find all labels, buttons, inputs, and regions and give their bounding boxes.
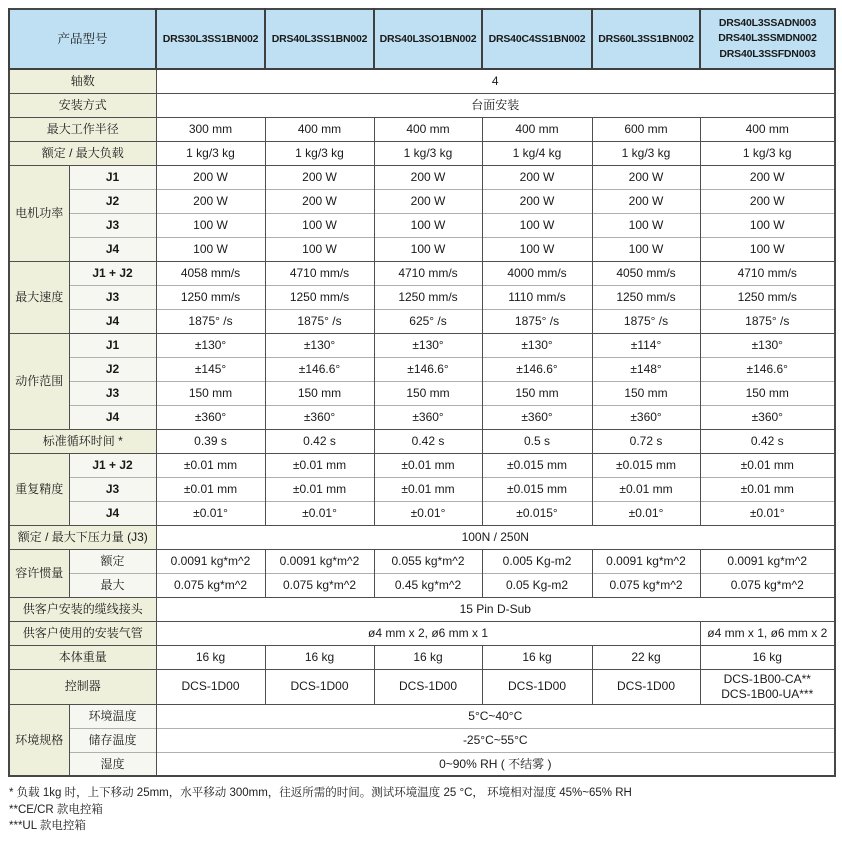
- sub-label: J1: [69, 333, 156, 357]
- spec-value-cell: ±360°: [374, 405, 482, 429]
- controller-model: DCS-1B00-CA**: [723, 671, 811, 686]
- spec-value-cell: ±0.01 mm: [592, 477, 700, 501]
- spec-row-repeat-j4: [9, 501, 835, 525]
- spec-value-cell: ±130°: [482, 333, 592, 357]
- spec-value-cell: DCS-1D00: [156, 669, 265, 704]
- spec-value-cell: 150 mm: [482, 381, 592, 405]
- row-label: 安装方式: [9, 93, 156, 117]
- spec-value-cell: 4710 mm/s: [265, 261, 374, 285]
- spec-value-cell: 4: [156, 69, 835, 93]
- spec-value-cell: 200 W: [156, 189, 265, 213]
- row-label: 标准循环时间 *: [9, 429, 156, 453]
- spec-value-cell: ±0.01 mm: [265, 477, 374, 501]
- spec-value-cell: ø4 mm x 2, ø6 mm x 1: [156, 621, 700, 645]
- spec-value-cell: 100 W: [700, 237, 835, 261]
- spec-value-cell: 1 kg/3 kg: [374, 141, 482, 165]
- spec-value-cell: 150 mm: [156, 381, 265, 405]
- spec-value-cell: 300 mm: [156, 117, 265, 141]
- spec-value-cell: ±360°: [156, 405, 265, 429]
- spec-value-cell: 0.42 s: [700, 429, 835, 453]
- spec-value-cell: 0.5 s: [482, 429, 592, 453]
- spec-value-cell: ±0.01 mm: [156, 477, 265, 501]
- spec-value-cell: 100 W: [592, 213, 700, 237]
- model-column-header-multi: [700, 9, 835, 69]
- spec-value-cell: 400 mm: [700, 117, 835, 141]
- spec-value-cell: 0.0091 kg*m^2: [265, 549, 374, 573]
- sub-label: J4: [69, 237, 156, 261]
- spec-row-radius: [9, 117, 835, 141]
- spec-value-cell: 200 W: [592, 189, 700, 213]
- product-model-label: 产品型号: [9, 9, 156, 69]
- spec-row-mounting: [9, 93, 835, 117]
- spec-value-cell: 4050 mm/s: [592, 261, 700, 285]
- spec-value-cell: 1875° /s: [700, 309, 835, 333]
- spec-value-cell: ±360°: [700, 405, 835, 429]
- spec-value-cell: ±145°: [156, 357, 265, 381]
- spec-value-cell: 100 W: [265, 213, 374, 237]
- spec-value-cell: 100 W: [156, 237, 265, 261]
- spec-row-air-tube: [9, 621, 835, 645]
- spec-value-cell: 0.0091 kg*m^2: [700, 549, 835, 573]
- spec-value-cell: 0.055 kg*m^2: [374, 549, 482, 573]
- spec-value-cell: 15 Pin D-Sub: [156, 597, 835, 621]
- spec-value-cell: 0.005 Kg-m2: [482, 549, 592, 573]
- spec-value-cell: 0.42 s: [265, 429, 374, 453]
- spec-value-cell: ±146.6°: [265, 357, 374, 381]
- spec-value-cell: ±360°: [265, 405, 374, 429]
- spec-value-cell: 1875° /s: [592, 309, 700, 333]
- group-label-allowable-inertia: 容许惯量: [9, 549, 69, 597]
- spec-value-cell: 200 W: [374, 165, 482, 189]
- spec-value-cell: ±0.01 mm: [265, 453, 374, 477]
- spec-value-cell: 400 mm: [374, 117, 482, 141]
- spec-value-cell: 200 W: [482, 189, 592, 213]
- spec-value-cell: 0.42 s: [374, 429, 482, 453]
- spec-row-controller: [9, 669, 835, 704]
- spec-value-cell: ±0.01 mm: [374, 477, 482, 501]
- spec-value-cell: DCS-1D00: [592, 669, 700, 704]
- group-label-motion-range: 动作范围: [9, 333, 69, 429]
- sub-label: 湿度: [69, 752, 156, 776]
- model-name: DRS40L3SSADN003: [718, 17, 817, 30]
- spec-value-cell: 200 W: [700, 189, 835, 213]
- spec-row-axes: [9, 69, 835, 93]
- spec-value-cell: 0.075 kg*m^2: [592, 573, 700, 597]
- spec-value-cell: 200 W: [265, 165, 374, 189]
- sub-label: J1 + J2: [69, 453, 156, 477]
- spec-row-payload: [9, 141, 835, 165]
- spec-row-repeat-j3: [9, 477, 835, 501]
- row-label: 本体重量: [9, 645, 156, 669]
- spec-value-cell: 22 kg: [592, 645, 700, 669]
- spec-value-cell: 16 kg: [482, 645, 592, 669]
- model-name: DRS40L3SSMDN002: [718, 32, 817, 45]
- spec-value-cell: ±0.01°: [592, 501, 700, 525]
- spec-value-cell: ø4 mm x 1, ø6 mm x 2: [700, 621, 835, 645]
- spec-value-cell: 0.05 Kg-m2: [482, 573, 592, 597]
- spec-value-cell: ±0.01°: [156, 501, 265, 525]
- spec-value-cell: 1110 mm/s: [482, 285, 592, 309]
- spec-value-cell: ±0.01°: [374, 501, 482, 525]
- spec-value-cell: 400 mm: [482, 117, 592, 141]
- spec-value-cell: 1250 mm/s: [592, 285, 700, 309]
- row-label: 额定 / 最大负载: [9, 141, 156, 165]
- spec-row-humidity: [9, 752, 835, 776]
- spec-value-cell: 100 W: [265, 237, 374, 261]
- spec-value-cell: ±146.6°: [374, 357, 482, 381]
- controller-model: DCS-1B00-UA***: [721, 686, 814, 701]
- model-name: DRS40L3SSFDN003: [719, 47, 816, 60]
- spec-value-cell: 1875° /s: [482, 309, 592, 333]
- spec-value-cell: ±0.01 mm: [700, 477, 835, 501]
- spec-row-repeat-j1j2: [9, 453, 835, 477]
- spec-value-cell: ±0.015°: [482, 501, 592, 525]
- spec-value-cell: 0.45 kg*m^2: [374, 573, 482, 597]
- sub-label: J3: [69, 477, 156, 501]
- sub-label: J2: [69, 357, 156, 381]
- row-label: 控制器: [9, 669, 156, 704]
- spec-row-cycle-time: [9, 429, 835, 453]
- spec-value-cell: DCS-1D00: [482, 669, 592, 704]
- row-label: 供客户安装的缆线接头: [9, 597, 156, 621]
- sub-label: J4: [69, 309, 156, 333]
- spec-row-weight: [9, 645, 835, 669]
- spec-row-motor-j1: [9, 165, 835, 189]
- spec-row-speed-j1j2: [9, 261, 835, 285]
- spec-value-cell: 1 kg/3 kg: [592, 141, 700, 165]
- spec-value-cell: 100 W: [700, 213, 835, 237]
- spec-value-cell: 0.075 kg*m^2: [700, 573, 835, 597]
- spec-value-cell: 1250 mm/s: [265, 285, 374, 309]
- spec-value-cell: 1 kg/4 kg: [482, 141, 592, 165]
- spec-table: [8, 8, 836, 777]
- spec-value-cell: 16 kg: [700, 645, 835, 669]
- spec-value-cell: 200 W: [156, 165, 265, 189]
- row-label: 供客户使用的安装气管: [9, 621, 156, 645]
- spec-value-cell: 100 W: [374, 237, 482, 261]
- spec-value-cell: ±0.01°: [265, 501, 374, 525]
- spec-value-cell: 100 W: [482, 213, 592, 237]
- spec-value-cell: 150 mm: [265, 381, 374, 405]
- spec-value-cell: 0.72 s: [592, 429, 700, 453]
- spec-value-cell: 625° /s: [374, 309, 482, 333]
- sub-label: J3: [69, 285, 156, 309]
- spec-value-cell: 0.075 kg*m^2: [156, 573, 265, 597]
- spec-value-cell: 1250 mm/s: [700, 285, 835, 309]
- spec-value-cell: ±0.015 mm: [482, 453, 592, 477]
- spec-row-motor-j3: [9, 213, 835, 237]
- model-column-header: DRS40L3SS1BN002: [265, 9, 374, 69]
- spec-value-cell: 1875° /s: [156, 309, 265, 333]
- spec-value-cell: ±130°: [374, 333, 482, 357]
- spec-value-cell: 100 W: [156, 213, 265, 237]
- sub-label: J3: [69, 381, 156, 405]
- spec-value-cell: ±146.6°: [482, 357, 592, 381]
- spec-value-cell: 4058 mm/s: [156, 261, 265, 285]
- spec-value-cell: 4710 mm/s: [700, 261, 835, 285]
- spec-row-env-temp: [9, 704, 835, 728]
- footnote-ul: ***UL 款电控箱: [9, 820, 86, 833]
- spec-value-cell: ±0.015 mm: [592, 453, 700, 477]
- spec-value-cell: 16 kg: [265, 645, 374, 669]
- spec-value-cell: 1 kg/3 kg: [156, 141, 265, 165]
- spec-value-cell: 600 mm: [592, 117, 700, 141]
- model-column-header: DRS60L3SS1BN002: [592, 9, 700, 69]
- model-column-header: DRS30L3SS1BN002: [156, 9, 265, 69]
- header-row: [9, 9, 835, 69]
- spec-value-cell: ±0.01°: [700, 501, 835, 525]
- spec-value-cell: 200 W: [374, 189, 482, 213]
- row-label: 最大工作半径: [9, 117, 156, 141]
- spec-row-downforce: [9, 525, 835, 549]
- spec-row-range-j1: [9, 333, 835, 357]
- footnotes: [8, 785, 834, 835]
- sub-label: J2: [69, 189, 156, 213]
- spec-value-cell: 200 W: [482, 165, 592, 189]
- spec-value-cell: 0.075 kg*m^2: [265, 573, 374, 597]
- sub-label: J4: [69, 405, 156, 429]
- spec-value-cell: 1 kg/3 kg: [700, 141, 835, 165]
- spec-value-cell: 0.39 s: [156, 429, 265, 453]
- spec-row-inertia-rated: [9, 549, 835, 573]
- spec-value-cell: 0.0091 kg*m^2: [592, 549, 700, 573]
- spec-value-cell: 400 mm: [265, 117, 374, 141]
- sub-label: J1: [69, 165, 156, 189]
- group-label-environment: 环境规格: [9, 704, 69, 776]
- spec-value-cell: 100 W: [592, 237, 700, 261]
- sub-label: 储存温度: [69, 728, 156, 752]
- spec-value-cell: 100N / 250N: [156, 525, 835, 549]
- spec-row-storage-temp: [9, 728, 835, 752]
- sub-label: 最大: [69, 573, 156, 597]
- spec-row-motor-j4: [9, 237, 835, 261]
- group-label-max-speed: 最大速度: [9, 261, 69, 333]
- spec-value-cell: 1250 mm/s: [374, 285, 482, 309]
- sub-label: 额定: [69, 549, 156, 573]
- sub-label: J1 + J2: [69, 261, 156, 285]
- footnote-cycle-time: * 负载 1kg 时，上下移动 25mm，水平移动 300mm，往返所需的时间。测试环境温度 25 °C， 环境相对湿度 45%~65% RH: [9, 787, 632, 799]
- spec-value-cell: 1875° /s: [265, 309, 374, 333]
- sub-label: J3: [69, 213, 156, 237]
- spec-value-cell: 100 W: [374, 213, 482, 237]
- spec-value-cell: -25°C~55°C: [156, 728, 835, 752]
- sub-label: 环境温度: [69, 704, 156, 728]
- spec-value-cell: 4000 mm/s: [482, 261, 592, 285]
- spec-value-cell: ±0.01 mm: [374, 453, 482, 477]
- spec-row-range-j3: [9, 381, 835, 405]
- spec-value-cell: ±360°: [482, 405, 592, 429]
- spec-value-cell: ±0.015 mm: [482, 477, 592, 501]
- spec-value-cell: 1250 mm/s: [156, 285, 265, 309]
- group-label-motor-power: 电机功率: [9, 165, 69, 261]
- spec-value-cell: 0.0091 kg*m^2: [156, 549, 265, 573]
- spec-value-cell: ±146.6°: [700, 357, 835, 381]
- spec-value-cell: 150 mm: [374, 381, 482, 405]
- spec-value-cell: 100 W: [482, 237, 592, 261]
- spec-value-cell: DCS-1D00: [374, 669, 482, 704]
- spec-row-motor-j2: [9, 189, 835, 213]
- spec-value-cell: ±130°: [265, 333, 374, 357]
- group-label-repeatability: 重复精度: [9, 453, 69, 525]
- spec-value-cell: ±130°: [156, 333, 265, 357]
- model-column-header: DRS40C4SS1BN002: [482, 9, 592, 69]
- spec-value-cell: 200 W: [700, 165, 835, 189]
- spec-row-speed-j4: [9, 309, 835, 333]
- spec-value-cell: 4710 mm/s: [374, 261, 482, 285]
- spec-value-cell: 0~90% RH ( 不结雾 ): [156, 752, 835, 776]
- spec-value-cell: ±0.01 mm: [156, 453, 265, 477]
- spec-value-cell: 台面安装: [156, 93, 835, 117]
- spec-row-range-j2: [9, 357, 835, 381]
- spec-value-cell: ±148°: [592, 357, 700, 381]
- spec-value-cell: 5°C~40°C: [156, 704, 835, 728]
- spec-row-cable-connector: [9, 597, 835, 621]
- spec-row-range-j4: [9, 405, 835, 429]
- spec-value-cell-multi: [700, 669, 835, 704]
- spec-value-cell: 200 W: [265, 189, 374, 213]
- spec-value-cell: 200 W: [592, 165, 700, 189]
- spec-row-speed-j3: [9, 285, 835, 309]
- footnote-ce-cr: **CE/CR 款电控箱: [9, 803, 103, 816]
- row-label: 额定 / 最大下压力量 (J3): [9, 525, 156, 549]
- sub-label: J4: [69, 501, 156, 525]
- spec-value-cell: 150 mm: [700, 381, 835, 405]
- spec-value-cell: ±0.01 mm: [700, 453, 835, 477]
- spec-value-cell: 16 kg: [156, 645, 265, 669]
- spec-value-cell: ±114°: [592, 333, 700, 357]
- spec-row-inertia-max: [9, 573, 835, 597]
- spec-value-cell: DCS-1D00: [265, 669, 374, 704]
- spec-value-cell: ±130°: [700, 333, 835, 357]
- row-label: 轴数: [9, 69, 156, 93]
- spec-value-cell: 1 kg/3 kg: [265, 141, 374, 165]
- spec-value-cell: ±360°: [592, 405, 700, 429]
- spec-value-cell: 16 kg: [374, 645, 482, 669]
- spec-value-cell: 150 mm: [592, 381, 700, 405]
- model-column-header: DRS40L3SO1BN002: [374, 9, 482, 69]
